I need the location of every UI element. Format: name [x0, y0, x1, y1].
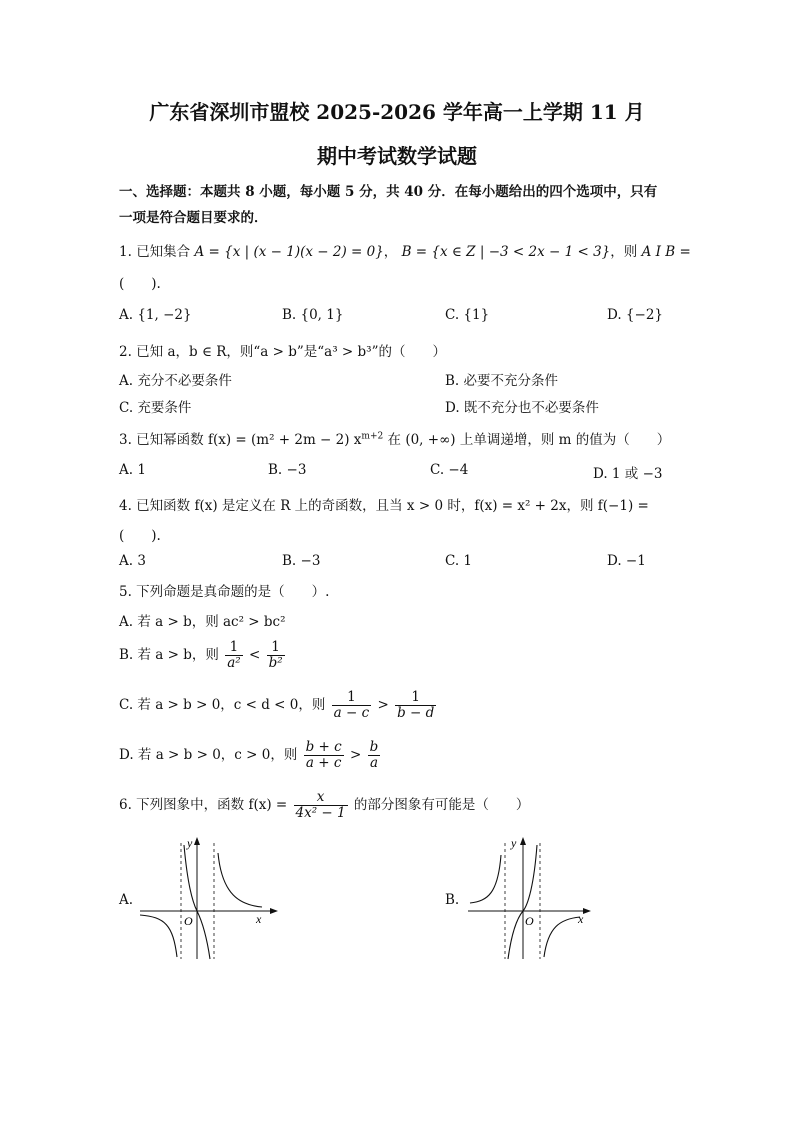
q5-c-mid: > — [377, 697, 389, 713]
q6-graph-b[interactable] — [468, 835, 608, 960]
q3-exponent: m+2 — [361, 431, 384, 442]
curve-right — [544, 917, 580, 957]
x-axis-arrow-icon — [270, 908, 278, 914]
q5-option-d[interactable] — [119, 740, 382, 771]
section-heading-cont: 一项是符合题目要求的． — [119, 210, 268, 226]
q4-option-a[interactable]: A. 3 — [119, 553, 146, 569]
page-title-line2: 期中考试数学试题 — [317, 144, 477, 168]
q5-d-frac-1: $\frac{b + c}{a + c}$ — [305, 739, 342, 771]
q5-option-b[interactable] — [119, 640, 287, 671]
question-5: 5. 下列命题是真命题的是（ ）. — [119, 584, 330, 600]
x-axis-arrow-icon — [583, 908, 591, 914]
question-1: 1. 已知集合 A = {x | (x − 1)(x − 2) = 0}， B = {x ∈ Z | −3 < 2x − 1 < 3}，则 A I B = — [119, 244, 691, 260]
q5-option-c[interactable] — [119, 690, 438, 721]
q4-option-d[interactable]: D. −1 — [607, 553, 646, 569]
q5-d-mid: > — [350, 747, 362, 763]
q1-set-b: B = {x ∈ Z | −3 < 2x − 1 < 3} — [401, 244, 611, 260]
q1-option-d[interactable]: D. {−2} — [607, 307, 664, 323]
x-axis-label: x — [578, 912, 584, 926]
q1-option-b[interactable]: B. {0, 1} — [282, 307, 344, 323]
question-2: 2. 已知 a，b ∈ R，则“a > b”是“a³ > b³”的（ ） — [119, 344, 446, 360]
origin-label: O — [525, 914, 534, 928]
q4-paren: ( ). — [119, 528, 161, 544]
q3-option-b[interactable]: B. −3 — [268, 462, 307, 478]
q3-text-b: 在 (0, +∞) 上单调递增，则 m 的值为（ ） — [383, 432, 671, 448]
q3-option-a[interactable]: A. 1 — [119, 462, 146, 478]
q5-b-frac-2: $\frac{1}{\text{b²}}$ — [268, 639, 283, 671]
origin-label: O — [184, 914, 193, 928]
q5-b-mid: < — [248, 647, 261, 663]
q3-text: 3. 已知幂函数 f(x) = (m² + 2m − 2) x — [119, 432, 362, 448]
q2-option-d[interactable]: D. 既不充分也不必要条件 — [445, 400, 599, 416]
q1-ask: A I B = — [641, 244, 691, 260]
q6-post: 的部分图象有可能是（ ） — [353, 797, 530, 813]
q6-pre: 6. 下列图象中，函数 f(x) = — [119, 797, 288, 813]
q4-option-b[interactable]: B. −3 — [282, 553, 321, 569]
section-heading: 一、选择题：本题共 8 小题，每小题 5 分，共 40 分．在每小题给出的四个选项中，只有 — [119, 184, 658, 200]
q1-num: 1. — [119, 244, 132, 260]
q5-c-frac-2: $\frac{1}{b - d}$ — [397, 689, 435, 721]
q1-option-a[interactable]: A. {1, −2} — [119, 307, 192, 323]
q1-option-c[interactable]: C. {1} — [445, 307, 490, 323]
q1-paren: ( ). — [119, 276, 161, 292]
y-axis-label: y — [511, 836, 517, 850]
x-axis-label: x — [256, 912, 262, 926]
q5-d-frac-2: $\frac{b}{a}$ — [369, 739, 379, 771]
y-axis-arrow-icon — [520, 837, 526, 845]
q1-set-a: A = {x | (x − 1)(x − 2) = 0} — [194, 244, 384, 260]
q3-option-c[interactable]: C. −4 — [430, 462, 469, 478]
question-6 — [119, 790, 529, 821]
q2-option-a[interactable]: A. 充分不必要条件 — [119, 373, 232, 389]
curve-left — [470, 855, 501, 903]
y-axis-label: y — [187, 836, 193, 850]
q4-option-c[interactable]: C. 1 — [445, 553, 473, 569]
q5-option-a[interactable]: A. 若 a > b，则 ac² > bc² — [119, 614, 286, 630]
q5-b-pre: B. 若 a > b，则 — [119, 647, 219, 663]
question-4: 4. 已知函数 f(x) 是定义在 R 上的奇函数，且当 x > 0 时，f(x) = x² + 2x，则 f(−1) = — [119, 498, 649, 514]
y-axis-arrow-icon — [194, 837, 200, 845]
question-3 — [119, 428, 670, 448]
curve-left — [140, 915, 177, 957]
q3-option-d[interactable]: D. 1 或 −3 — [593, 466, 663, 482]
q6-option-b-label[interactable]: B. — [445, 892, 460, 908]
q5-b-frac-1: $\frac{1}{\text{a²}}$ — [227, 639, 241, 671]
q6-option-a-label[interactable]: A. — [119, 892, 134, 908]
curve-right — [218, 853, 262, 907]
q5-c-frac-1: $\frac{1}{a - c}$ — [333, 689, 370, 721]
q5-d-pre: D. 若 a > b > 0，c > 0，则 — [119, 747, 298, 763]
q6-frac: $\frac{x}{\text{4x² − 1}}$ — [295, 789, 346, 821]
q2-option-b[interactable]: B. 必要不充分条件 — [445, 373, 559, 389]
q6-graph-a[interactable] — [140, 835, 280, 960]
q2-option-c[interactable]: C. 充要条件 — [119, 400, 192, 416]
page-title-line1: 广东省深圳市盟校 2025-2026 学年高一上学期 11 月 — [149, 100, 645, 124]
q5-c-pre: C. 若 a > b > 0，c < d < 0，则 — [119, 697, 326, 713]
q1-text: 已知集合 — [136, 244, 191, 260]
q1-text-b: ，则 — [610, 244, 638, 260]
